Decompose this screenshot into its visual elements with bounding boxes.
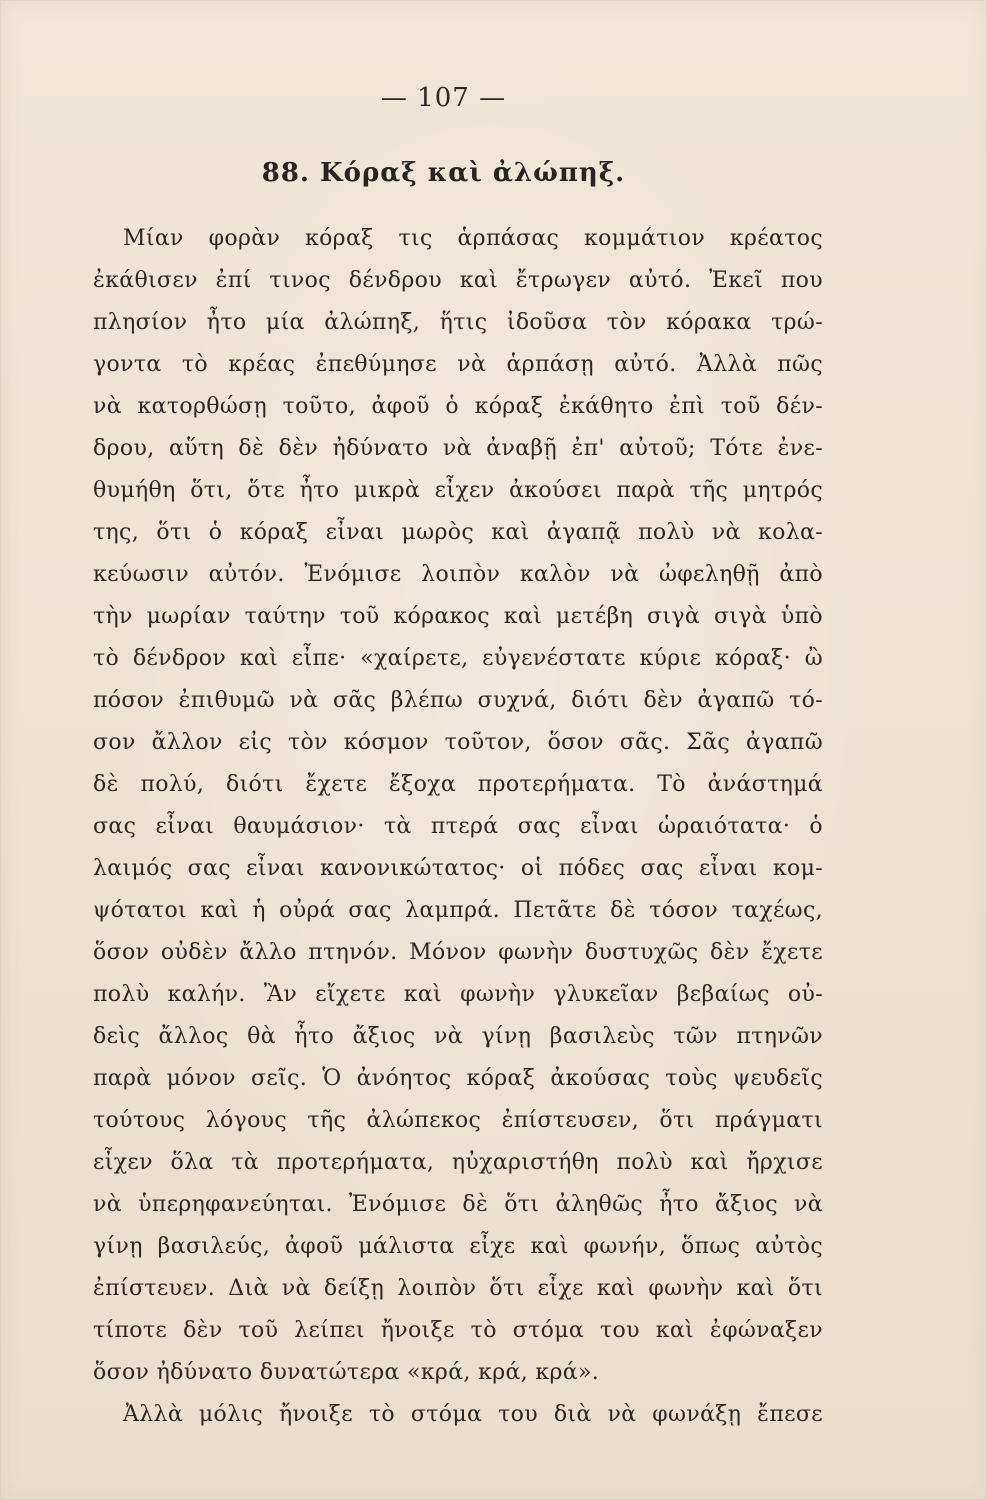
text-line: πολὺ καλήν. Ἂν εἴχετε καὶ φωνὴν γλυκεῖαν βεβαίως οὐ- (93, 982, 823, 1007)
text-line: της, ὅτι ὁ κόραξ εἶναι μωρὸς καὶ ἀγαπᾷ πολὺ νὰ κολα- (93, 520, 823, 545)
text-line: ἐκάθισεν ἐπί τινος δένδρου καὶ ἔτρωγεν αὐτό. Ἐκεῖ που (93, 268, 823, 293)
text-line: νὰ ὑπερηφανεύηται. Ἐνόμισε δὲ ὅτι ἀληθῶς ἦτο ἄξιος νὰ (93, 1192, 823, 1217)
text-line: τὸ δένδρον καὶ εἶπε· «χαίρετε, εὐγενέστατε κύριε κόραξ· ὢ (93, 646, 823, 671)
chapter-title: 88. Κόραξ καὶ ἀλώπηξ. (261, 158, 626, 188)
text-line: Ἀλλὰ μόλις ἤνοιξε τὸ στόμα του διὰ νὰ φωνάξῃ ἔπεσε (123, 1402, 823, 1427)
text-line: εἶχεν ὅλα τὰ προτερήματα, ηὐχαριστήθη πολὺ καὶ ἤρχισε (93, 1150, 823, 1175)
text-line: σον ἄλλον εἰς τὸν κόσμον τοῦτον, ὅσον σᾶς. Σᾶς ἀγαπῶ (93, 730, 823, 755)
text-line: τίποτε δὲν τοῦ λείπει ἤνοιξε τὸ στόμα του καὶ ἐφώναξεν (93, 1318, 823, 1343)
text-line: γοντα τὸ κρέας ἐπεθύμησε νὰ ἁρπάσῃ αὐτό. Ἀλλὰ πῶς (93, 352, 823, 377)
text-line: γίνῃ βασιλεύς, ἀφοῦ μάλιστα εἶχε καὶ φωνήν, ὅπως αὐτὸς (93, 1234, 823, 1259)
text-line: δρου, αὕτη δὲ δὲν ἠδύνατο νὰ ἀναβῇ ἐπ' αὐτοῦ; Τότε ἐνε- (93, 436, 823, 461)
text-line: παρὰ μόνον σεῖς. Ὁ ἀνόητος κόραξ ἀκούσας τοὺς ψευδεῖς (93, 1066, 823, 1091)
text-line: δεὶς ἄλλος θὰ ἦτο ἄξιος νὰ γίνῃ βασιλεὺς τῶν πτηνῶν (93, 1024, 823, 1049)
text-line: λαιμός σας εἶναι κανονικώτατος· οἱ πόδες σας εἶναι κομ- (93, 856, 823, 881)
text-line: σας εἶναι θαυμάσιον· τὰ πτερά σας εἶναι ὡραιότατα· ὁ (93, 814, 823, 839)
text-line: κεύωσιν αὐτόν. Ἐνόμισε λοιπὸν καλὸν νὰ ὠφεληθῇ ἀπὸ (93, 562, 823, 587)
text-line: τούτους λόγους τῆς ἀλώπεκος ἐπίστευσεν, ὅτι πράγματι (93, 1108, 823, 1133)
text-line: πλησίον ἦτο μία ἀλώπηξ, ἥτις ἰδοῦσα τὸν κόρακα τρώ- (93, 310, 823, 335)
page-number: — 107 — (380, 83, 507, 113)
text-line: ἐπίστευεν. Διὰ νὰ δείξῃ λοιπὸν ὅτι εἶχε καὶ φωνὴν καὶ ὅτι (93, 1276, 823, 1301)
text-line: θυμήθη ὅτι, ὅτε ἦτο μικρὰ εἶχεν ἀκούσει παρὰ τῆς μητρός (93, 478, 823, 503)
text-line: πόσον ἐπιθυμῶ νὰ σᾶς βλέπω συχνά, διότι δὲν ἀγαπῶ τό- (93, 688, 823, 713)
text-line: Μίαν φορὰν κόραξ τις ἁρπάσας κομμάτιον κρέατος (123, 226, 823, 251)
text-line: νὰ κατορθώσῃ τοῦτο, ἀφοῦ ὁ κόραξ ἐκάθητο ἐπὶ τοῦ δέν- (93, 394, 823, 419)
text-line: ψότατοι καὶ ἡ οὐρά σας λαμπρά. Πετᾶτε δὲ τόσον ταχέως, (93, 898, 823, 923)
text-line: δὲ πολύ, διότι ἔχετε ἔξοχα προτερήματα. Τὸ ἀνάστημά (93, 772, 823, 797)
text-line: τὴν μωρίαν ταύτην τοῦ κόρακος καὶ μετέβη σιγὰ σιγὰ ὑπὸ (93, 604, 823, 629)
text-line-last: ὅσον ἠδύνατο δυνατώτερα «κρά, κρά, κρά». (93, 1360, 600, 1385)
text-line: ὅσον οὐδὲν ἄλλο πτηνόν. Μόνον φωνὴν δυστυχῶς δὲν ἔχετε (93, 940, 823, 965)
